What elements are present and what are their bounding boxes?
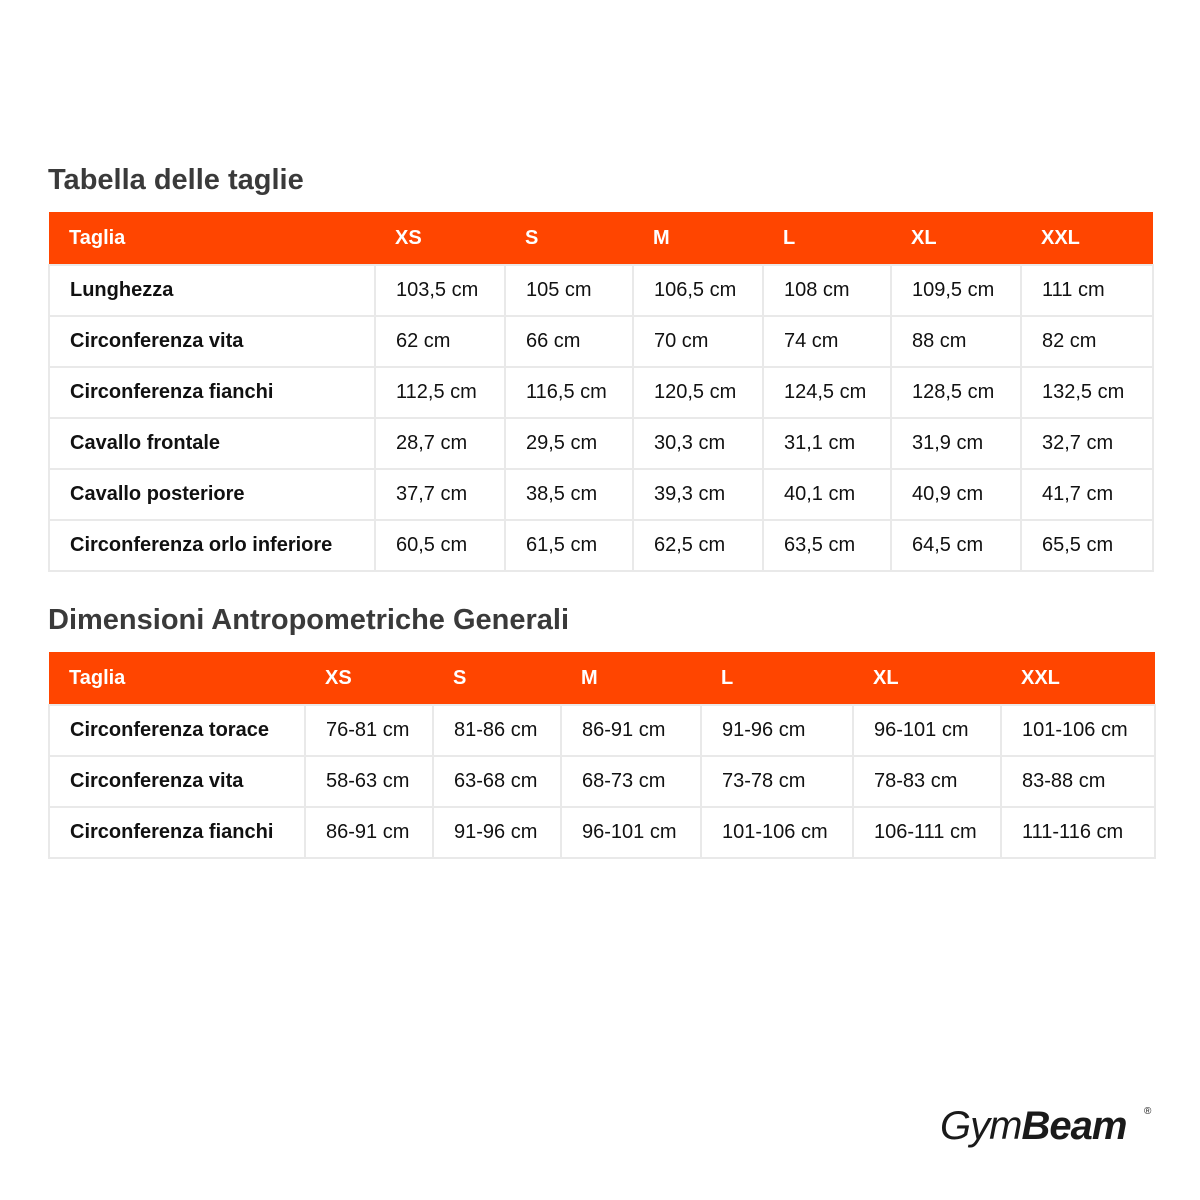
column-header: XXL xyxy=(1021,212,1153,265)
table-cell: 91-96 cm xyxy=(701,705,853,756)
table-cell: 63-68 cm xyxy=(433,756,561,807)
table-cell: 70 cm xyxy=(633,316,763,367)
logo-text-gym: Gym xyxy=(940,1104,1022,1148)
table-row xyxy=(49,807,1155,858)
registered-mark: ® xyxy=(1144,1106,1152,1117)
column-header: XL xyxy=(853,652,1001,705)
row-label: Lunghezza xyxy=(49,265,375,316)
table-row xyxy=(49,520,1153,571)
table-cell: 120,5 cm xyxy=(633,367,763,418)
table-cell: 65,5 cm xyxy=(1021,520,1153,571)
table-cell: 105 cm xyxy=(505,265,633,316)
table-cell: 106,5 cm xyxy=(633,265,763,316)
row-label: Circonferenza vita xyxy=(49,316,375,367)
table-row xyxy=(49,316,1153,367)
row-label: Cavallo frontale xyxy=(49,418,375,469)
table-cell: 128,5 cm xyxy=(891,367,1021,418)
column-header: M xyxy=(561,652,701,705)
table-cell: 101-106 cm xyxy=(701,807,853,858)
table-cell: 28,7 cm xyxy=(375,418,505,469)
table-cell: 62,5 cm xyxy=(633,520,763,571)
table-cell: 109,5 cm xyxy=(891,265,1021,316)
table-cell: 124,5 cm xyxy=(763,367,891,418)
table-cell: 76-81 cm xyxy=(305,705,433,756)
table-cell: 41,7 cm xyxy=(1021,469,1153,520)
table-cell: 61,5 cm xyxy=(505,520,633,571)
table-cell: 103,5 cm xyxy=(375,265,505,316)
row-label: Cavallo posteriore xyxy=(49,469,375,520)
table-cell: 58-63 cm xyxy=(305,756,433,807)
table-header-row xyxy=(49,212,1153,265)
table-row xyxy=(49,469,1153,520)
table-cell: 64,5 cm xyxy=(891,520,1021,571)
row-label: Circonferenza torace xyxy=(49,705,305,756)
table-cell: 40,1 cm xyxy=(763,469,891,520)
table-cell: 86-91 cm xyxy=(561,705,701,756)
logo-text-beam: Beam xyxy=(1021,1104,1127,1148)
table-cell: 111 cm xyxy=(1021,265,1153,316)
table-cell: 101-106 cm xyxy=(1001,705,1155,756)
column-header: Taglia xyxy=(49,212,375,265)
column-header: M xyxy=(633,212,763,265)
table-cell: 116,5 cm xyxy=(505,367,633,418)
gymbeam-logo xyxy=(940,1104,1154,1156)
table-cell: 78-83 cm xyxy=(853,756,1001,807)
anthropometric-table xyxy=(48,652,1156,859)
table-cell: 39,3 cm xyxy=(633,469,763,520)
table-row xyxy=(49,367,1153,418)
row-label: Circonferenza orlo inferiore xyxy=(49,520,375,571)
column-header: XXL xyxy=(1001,652,1155,705)
table-cell: 60,5 cm xyxy=(375,520,505,571)
table-cell: 31,1 cm xyxy=(763,418,891,469)
table-cell: 32,7 cm xyxy=(1021,418,1153,469)
table-cell: 40,9 cm xyxy=(891,469,1021,520)
table-header-row xyxy=(49,652,1155,705)
table-cell: 96-101 cm xyxy=(561,807,701,858)
row-label: Circonferenza fianchi xyxy=(49,807,305,858)
size-chart-title: Tabella delle taglie xyxy=(48,164,304,196)
table-cell: 88 cm xyxy=(891,316,1021,367)
table-cell: 73-78 cm xyxy=(701,756,853,807)
table-cell: 132,5 cm xyxy=(1021,367,1153,418)
column-header: Taglia xyxy=(49,652,305,705)
row-label: Circonferenza vita xyxy=(49,756,305,807)
table-cell: 108 cm xyxy=(763,265,891,316)
table-cell: 29,5 cm xyxy=(505,418,633,469)
table-row xyxy=(49,705,1155,756)
column-header: L xyxy=(701,652,853,705)
table-row xyxy=(49,418,1153,469)
table-cell: 31,9 cm xyxy=(891,418,1021,469)
table-cell: 91-96 cm xyxy=(433,807,561,858)
column-header: L xyxy=(763,212,891,265)
column-header: XL xyxy=(891,212,1021,265)
table-cell: 82 cm xyxy=(1021,316,1153,367)
column-header: XS xyxy=(305,652,433,705)
table-row xyxy=(49,265,1153,316)
table-cell: 96-101 cm xyxy=(853,705,1001,756)
size-chart-table xyxy=(48,212,1154,572)
table-cell: 38,5 cm xyxy=(505,469,633,520)
table-cell: 81-86 cm xyxy=(433,705,561,756)
table-cell: 112,5 cm xyxy=(375,367,505,418)
table-cell: 74 cm xyxy=(763,316,891,367)
table-row xyxy=(49,756,1155,807)
column-header: S xyxy=(505,212,633,265)
table-cell: 106-111 cm xyxy=(853,807,1001,858)
table-cell: 66 cm xyxy=(505,316,633,367)
table-cell: 68-73 cm xyxy=(561,756,701,807)
row-label: Circonferenza fianchi xyxy=(49,367,375,418)
anthropometric-title: Dimensioni Antropometriche Generali xyxy=(48,604,570,636)
table-cell: 111-116 cm xyxy=(1001,807,1155,858)
table-cell: 83-88 cm xyxy=(1001,756,1155,807)
table-cell: 62 cm xyxy=(375,316,505,367)
table-cell: 30,3 cm xyxy=(633,418,763,469)
table-cell: 63,5 cm xyxy=(763,520,891,571)
column-header: S xyxy=(433,652,561,705)
column-header: XS xyxy=(375,212,505,265)
table-cell: 86-91 cm xyxy=(305,807,433,858)
table-cell: 37,7 cm xyxy=(375,469,505,520)
